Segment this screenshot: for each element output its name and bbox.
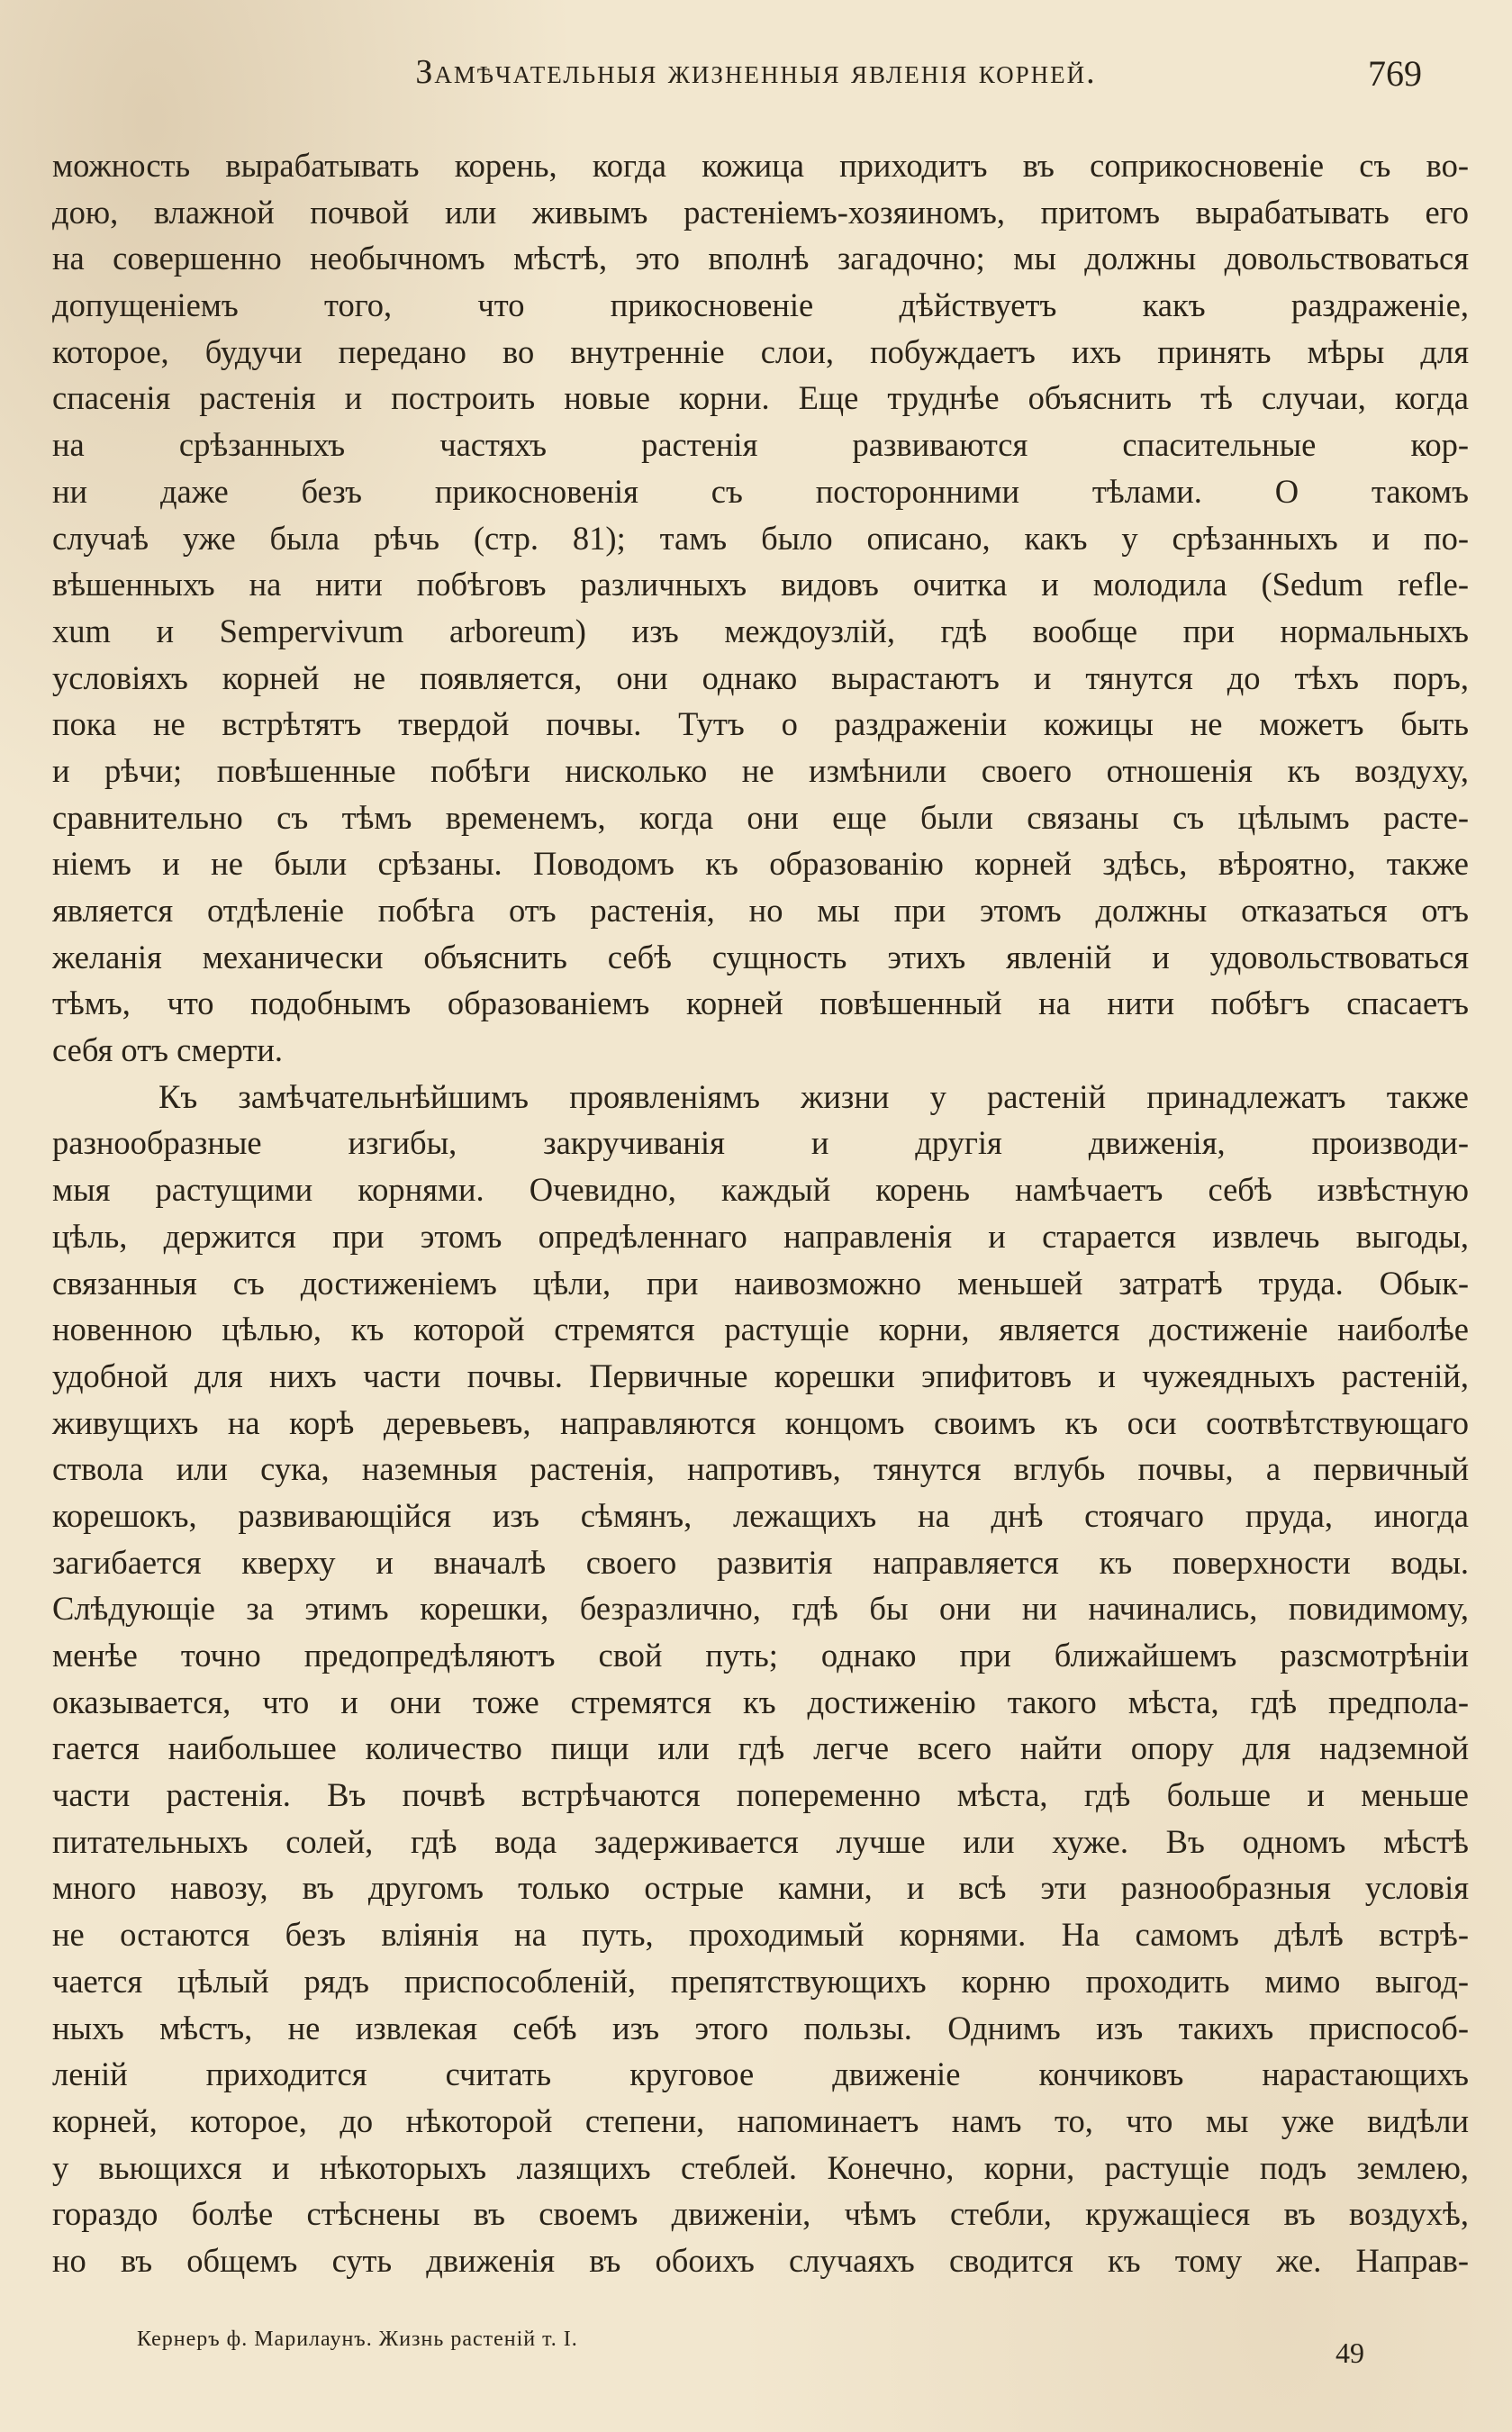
text-line: разнообразные изгибы, закручиванія и другія движенія, производи- [52, 1124, 1469, 1162]
text-line: можность вырабатывать корень, когда кожица приходитъ въ соприкосновеніе съ во- [52, 147, 1469, 184]
text-line: желанія механически объяснить себѣ сущность этихъ явленій и удовольствоваться [52, 938, 1469, 976]
text-line: ніемъ и не были срѣзаны. Поводомъ къ образованію корней здѣсь, вѣроятно, также [52, 845, 1469, 883]
text-line: случаѣ уже была рѣчь (стр. 81); тамъ было описано, какъ у срѣзанныхъ и по- [52, 519, 1469, 557]
text-line: менѣе точно предопредѣляютъ свой путь; однако при ближайшемъ разсмотрѣніи [52, 1637, 1469, 1674]
text-line: является отдѣленіе побѣга отъ растенія, но мы при этомъ должны отказаться отъ [52, 892, 1469, 929]
text-line: много навозу, въ другомъ только острые камни, и всѣ эти разнообразныя условія [52, 1869, 1469, 1907]
page-number: 769 [1368, 53, 1422, 94]
text-line: цѣль, держится при этомъ опредѣленнаго направленія и старается извлечь выгоды, [52, 1217, 1469, 1255]
text-line: на срѣзанныхъ частяхъ растенія развиваются спасительные кор- [52, 426, 1469, 464]
text-line: не остаются безъ вліянія на путь, проходимый корнями. На самомъ дѣлѣ встрѣ- [52, 1916, 1469, 1954]
sheet-number: 49 [1335, 2337, 1364, 2369]
text-line: леній приходится считать круговое движеніе кончиковъ нарастающихъ [52, 2055, 1469, 2093]
text-line: питательныхъ солей, гдѣ вода задерживается лучше или хуже. Въ одномъ мѣстѣ [52, 1822, 1469, 1860]
text-line: пока не встрѣтятъ твердой почвы. Тутъ о раздраженіи кожицы не можетъ быть [52, 705, 1469, 743]
text-line: чается цѣлый рядъ приспособленій, препятствующихъ корню проходить мимо выгод- [52, 1962, 1469, 2000]
text-line: тѣмъ, что подобнымъ образованіемъ корней повѣшенный на нити побѣгъ спасаетъ [52, 985, 1469, 1022]
text-line: сравнительно съ тѣмъ временемъ, когда они еще были связаны съ цѣлымъ расте- [52, 798, 1469, 836]
body-text [52, 142, 1469, 2284]
text-line: и рѣчи; повѣшенные побѣги нисколько не измѣнили своего отношенія къ воздуху, [52, 751, 1469, 789]
paragraph-end-line: себя отъ смерти. [52, 1031, 284, 1069]
text-line: связанныя съ достиженіемъ цѣли, при наивозможно меньшей затратѣ труда. Обык- [52, 1264, 1469, 1302]
text-line: части растенія. Въ почвѣ встрѣчаются попеременно мѣста, гдѣ больше и меньше [52, 1776, 1469, 1814]
text-line: оказывается, что и они тоже стремятся къ достиженію такого мѣста, гдѣ предпола- [52, 1683, 1469, 1720]
text-line: гается наибольшее количество пищи или гдѣ легче всего найти опору для надземной [52, 1729, 1469, 1767]
text-line: xum и Sempervivum arboreum) изъ междоузлій, гдѣ вообще при нормальныхъ [52, 612, 1469, 649]
text-line: но въ общемъ суть движенія въ обоихъ случаяхъ сводится къ тому же. Направ- [52, 2241, 1469, 2279]
page-header [54, 52, 1458, 106]
text-line: спасенія растенія и построить новые корни. Еще труднѣе объяснить тѣ случаи, когда [52, 379, 1469, 417]
text-line: допущеніемъ того, что прикосновеніе дѣйствуетъ какъ раздраженіе, [52, 286, 1469, 324]
paragraph-start-line: Къ замѣчательнѣйшимъ проявленіямъ жизни у растеній принадлежатъ также [158, 1077, 1469, 1115]
text-line: ныхъ мѣстъ, не извлекая себѣ изъ этого пользы. Однимъ изъ такихъ приспособ- [52, 2009, 1469, 2046]
text-line: которое, будучи передано во внутренніе слои, побуждаетъ ихъ принять мѣры для [52, 332, 1469, 370]
text-line: мыя растущими корнями. Очевидно, каждый корень намѣчаетъ себѣ извѣстную [52, 1171, 1469, 1209]
text-line: на совершенно необычномъ мѣстѣ, это вполнѣ загадочно; мы должны довольствоваться [52, 240, 1469, 277]
text-line: ни даже безъ прикосновенія съ посторонними тѣлами. О такомъ [52, 472, 1469, 510]
text-line: гораздо болѣе стѣснены въ своемъ движеніи, чѣмъ стебли, кружащіеся въ воздухѣ, [52, 2195, 1469, 2233]
text-line: корней, которое, до нѣкоторой степени, напоминаетъ намъ то, что мы уже видѣли [52, 2101, 1469, 2139]
text-line: дою, влажной почвой или живымъ растеніемъ-хозяиномъ, притомъ вырабатывать его [52, 193, 1469, 231]
text-line: живущихъ на корѣ деревьевъ, направляются концомъ своимъ къ оси соотвѣтствующаго [52, 1403, 1469, 1441]
page-footer [0, 2322, 1512, 2394]
text-line: вѣшенныхъ на нити побѣговъ различныхъ видовъ очитка и молодила (Sedum refle- [52, 566, 1469, 603]
text-line: загибается кверху и вначалѣ своего развитія направляется къ поверхности воды. [52, 1543, 1469, 1581]
text-line: Слѣдующіе за этимъ корешки, безразлично, гдѣ бы они ни начинались, повидимому, [52, 1590, 1469, 1628]
running-title: Замѣчательныя жизненныя явленія корней. [415, 53, 1097, 91]
text-line: условіяхъ корней не появляется, они однако вырастаютъ и тянутся до тѣхъ поръ, [52, 658, 1469, 696]
text-line: удобной для нихъ части почвы. Первичные корешки эпифитовъ и чужеядныхъ растеній, [52, 1357, 1469, 1394]
signature-footnote: Кернеръ ф. Марилаунъ. Жизнь растеній т. I. [137, 2328, 578, 2351]
text-line: корешокъ, развивающійся изъ сѣмянъ, лежащихъ на днѣ стоячаго пруда, иногда [52, 1496, 1469, 1534]
text-line: ствола или сука, наземныя растенія, напротивъ, тянутся вглубь почвы, а первичный [52, 1450, 1469, 1488]
text-line: у вьющихся и нѣкоторыхъ лазящихъ стеблей. Конечно, корни, растущіе подъ землею, [52, 2148, 1469, 2186]
text-line: новенною цѣлью, къ которой стремятся растущіе корни, является достиженіе наиболѣе [52, 1311, 1469, 1348]
